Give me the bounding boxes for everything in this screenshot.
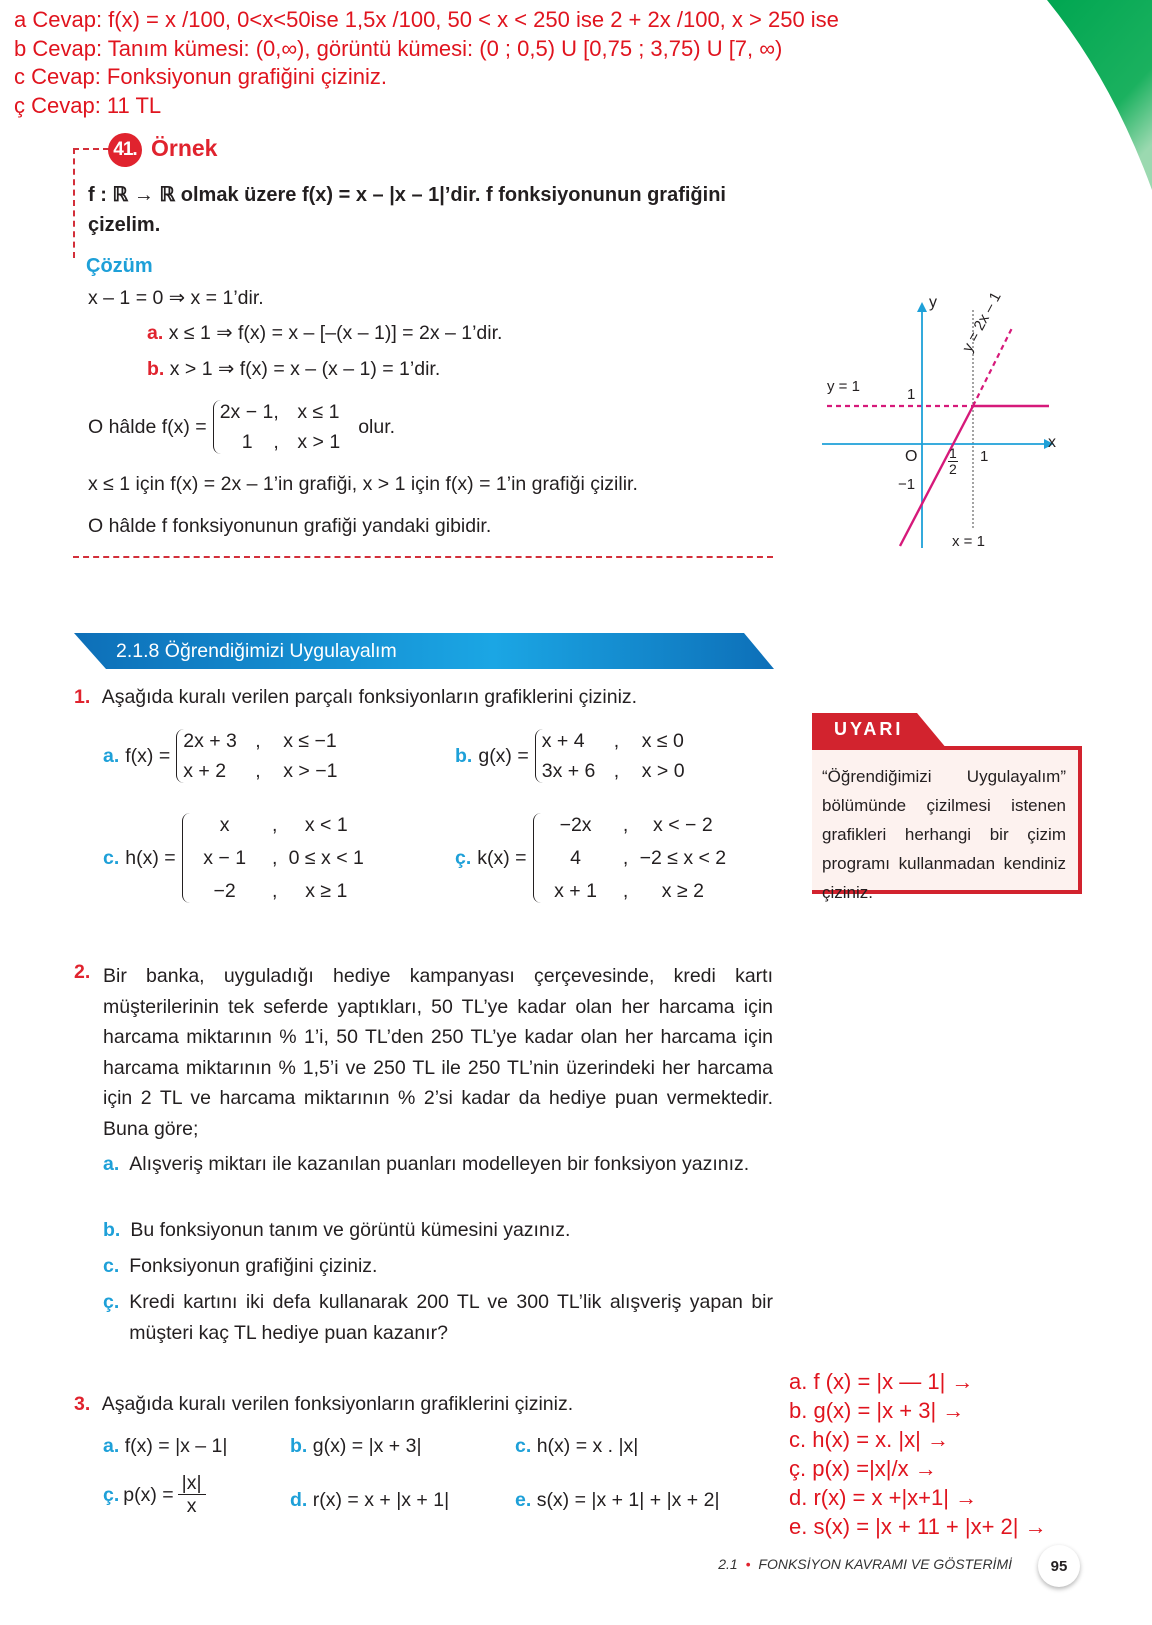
step-a-label: a. [147,322,164,344]
graph-explanation: x ≤ 1 için f(x) = 2x – 1’in grafiği, x > 1 için f(x) = 1’in grafiği çizilir. [88,473,638,495]
pw-cond: x ≥ 1 [305,880,348,902]
item-expr: r(x) = x + |x + 1| [312,1489,450,1511]
q2-number: 2. [74,961,91,983]
origin-label: O [905,448,918,465]
fraction-num: |x| [178,1472,206,1495]
pw-cond: x ≥ 2 [661,880,704,902]
q3-number: 3. [74,1393,91,1415]
item-text: Fonksiyonun grafiğini çiziniz. [129,1255,378,1277]
q2-item-c [103,1251,773,1282]
q1-text: Aşağıda kuralı verilen parçalı fonksiyonların grafiklerini çiziniz. [101,686,638,708]
example-number-badge: 41. [108,133,142,167]
piecewise-brace [213,400,341,454]
q3-item-e [515,1488,720,1512]
pw-sep: , [613,730,620,752]
vline-label: x = 1 [952,533,985,550]
q2-item-cc [103,1287,773,1348]
q3-answer-e: e. s(x) = |x + 11 + |x+ 2| → [789,1514,1047,1539]
item-label: c. [103,847,120,869]
item-label: a. [103,745,120,767]
graph-svg [822,298,1062,553]
pw-expr: −2x [559,814,592,836]
q1-header [74,685,637,709]
pw-cond: x > −1 [283,760,338,782]
step-b-label: b. [147,358,165,380]
pw-cond: x > 0 [641,760,685,782]
q3-item-c [515,1434,638,1458]
pw-sep: , [255,730,261,752]
q3-text: Aşağıda kuralı verilen fonksiyonların grafiklerini çiziniz. [101,1393,574,1415]
warning-text: “Öğrendiğimizi Uygulayalım” bölümünde çizilmesi istenen grafikleri herhangi bir çizim programı kullanmadan kendiniz çiziniz. [822,767,1066,902]
pw-cond: −2 ≤ x < 2 [639,847,727,869]
tick-half [948,446,958,477]
q3-item-cc [103,1472,206,1518]
step-a-text: x ≤ 1 ⇒ f(x) = x – [–(x – 1)] = 2x – 1’dir. [168,322,503,344]
example-question-line2: çizelim. [88,214,161,236]
answer-b: b Cevap: Tanım kümesi: (0,∞), görüntü kümesi: (0 ; 0,5) U [0,75 ; 3,75) U [7, ∞) [14,35,783,61]
pw-expr: x [219,814,230,836]
item-text: Alışveriş miktarı ile kazanılan puanları modelleyen bir fonksiyon yazınız. [129,1153,750,1175]
pw-cond: x ≤ 1 [297,401,340,423]
func-name: k(x) = [477,847,527,869]
item-label: d. [290,1489,308,1511]
half-num: 1 [949,445,957,461]
piecewise-brace [535,729,685,783]
q3-answer-b: b. g(x) = |x + 3| → [789,1398,965,1423]
solution-step0: x – 1 = 0 ⇒ x = 1’dir. [88,287,264,309]
q3-answer-a: a. f (x) = |x — 1| → [789,1369,974,1394]
pw-sep: , [271,814,278,836]
footer-title: FONKSİYON KAVRAMI VE GÖSTERİMİ [758,1556,1012,1572]
page-number: 95 [1038,1545,1080,1587]
pw-expr: x + 1 [554,880,597,902]
example-frame-top [73,148,109,150]
q2-item-a [103,1149,773,1180]
ohalde-prefix: O hâlde f(x) = [88,416,207,438]
pw-sep: , [273,431,279,453]
q3-answer-cc: ç. p(x) =|x|/x → [789,1456,937,1481]
func-name: g(x) = [478,745,529,767]
item-label: b. [455,745,473,767]
step-b-text: x > 1 ⇒ f(x) = x – (x – 1) = 1’dir. [169,358,441,380]
pw-expr: x + 2 [183,760,227,782]
footer-bullet: • [745,1556,751,1572]
tick-y1: 1 [907,386,916,403]
solution-title: Çözüm [86,255,153,277]
pw-expr: −2 [213,880,236,902]
top-answers [14,6,839,120]
item-expr-prefix: p(x) = [123,1483,174,1506]
tick-x1: 1 [980,448,989,465]
y1-label: y = 1 [827,378,860,395]
piecewise-result [88,400,395,454]
example-title: Örnek [151,135,218,161]
footer-chapter [718,1556,1012,1572]
pw-expr: 3x + 6 [541,760,596,782]
example-separator [73,556,773,558]
pw-cond: x < − 2 [653,814,713,836]
piecewise-brace [182,813,364,903]
pw-sep: , [622,814,629,836]
answer-c: c Cevap: Fonksiyonun grafiğini çiziniz. [14,64,387,89]
q1-item-a [103,729,337,783]
item-text: Bu fonksiyonun tanım ve görüntü kümesini yazınız. [130,1219,571,1241]
footer-section: 2.1 [718,1556,738,1572]
item-expr: h(x) = x . |x| [536,1435,639,1457]
pw-expr: 2x − 1 [219,401,274,423]
item-label: e. [515,1489,532,1511]
fraction [178,1472,206,1518]
q3-answers [789,1367,1047,1541]
solution-step-b [147,357,440,381]
item-expr: s(x) = |x + 1| + |x + 2| [536,1489,720,1511]
pw-sep: , [255,760,261,782]
q2-item-b [103,1215,773,1246]
corner-decoration [942,0,1152,200]
section-title: 2.1.8 Öğrendiğimizi Uygulayalım [116,640,397,662]
item-label: a. [103,1153,120,1175]
q1-number: 1. [74,686,91,708]
item-label: c. [103,1255,120,1277]
pw-sep: , [613,760,620,782]
q1-item-c [103,813,364,903]
func-name: f(x) = [125,745,171,767]
fraction-den: x [186,1495,197,1518]
q3-answer-d: d. r(x) = x +|x+1| → [789,1485,978,1510]
item-label: c. [515,1435,532,1457]
q3-item-a [103,1434,227,1458]
func-name: h(x) = [125,847,176,869]
example-frame-left [73,148,75,258]
item-label: ç. [455,847,472,869]
function-graph [822,289,1062,553]
pw-expr: 2x + 3 [183,730,237,752]
pw-cond: x > 1 [297,431,341,453]
pw-cond: x ≤ 0 [641,730,684,752]
q1-item-cc [455,813,726,903]
item-label: a. [103,1435,120,1457]
q3-item-d [290,1488,449,1512]
x-axis-label: x [1048,434,1056,451]
pw-expr: 4 [570,847,581,869]
pw-cond: x ≤ −1 [283,730,337,752]
pw-expr: 1 [241,431,253,453]
pw-sep: , [271,880,278,902]
q3-item-b [290,1434,422,1458]
item-label: ç. [103,1291,120,1313]
pw-cond: x < 1 [304,814,348,836]
pw-cond: 0 ≤ x < 1 [288,847,364,869]
pw-sep: , [273,401,279,423]
tick-minus1: −1 [898,476,916,493]
q2-text: Bir banka, uyguladığı hediye kampanyası çerçevesinde, kredi kartı müşterilerinin tek seferde yaptıkları, 50 TL’ye kadar olan her harcama için harcama miktarının % 1’i, 50 TL’den 250 TL’ye kadar olan her harcama için harcama miktarının % 1,5’i ve 250 TL ile 250 TL’nin üzerindeki her harcama için 2 TL ve harcama miktarının % 2’si kadar da hediye puan vermektedir. Buna göre; [103,965,773,1140]
pw-expr: x + 4 [541,730,585,752]
q3-header [74,1392,573,1416]
answer-cc: ç Cevap: 11 TL [14,92,162,118]
pw-expr: x − 1 [203,847,247,869]
half-den: 2 [949,461,957,477]
q1-item-b [455,729,685,783]
graph-conclusion: O hâlde f fonksiyonunun grafiği yandaki gibidir. [88,515,492,537]
warning-line [812,746,1082,750]
piecewise-brace [176,729,337,783]
solution-step-a [147,321,502,345]
item-label: b. [103,1219,121,1241]
line-label: y = 2x – 1 [958,289,1005,355]
q3-answer-c: c. h(x) = x. |x| → [789,1427,949,1452]
item-text: Kredi kartını iki defa kullanarak 200 TL ve 300 TL’lik alışveriş yapan bir müşteri kaç TL hediye puan kazanır? [129,1291,773,1344]
olur: olur. [358,416,396,438]
item-expr: f(x) = |x – 1| [124,1435,228,1457]
y-axis-label: y [929,294,937,311]
pw-sep: , [622,880,629,902]
warning-title: UYARI [834,719,904,739]
example-question-line1: f : ℝ → ℝ olmak üzere f(x) = x – |x – 1|’dir. f fonksiyonunun grafiğini [88,184,726,206]
item-label: b. [290,1435,308,1457]
piecewise-brace [533,813,727,903]
pw-sep: , [622,847,629,869]
pw-sep: , [271,847,278,869]
answer-a: a Cevap: f(x) = x /100, 0<x<50ise 1,5x /100, 50 < x < 250 ise 2 + 2x /100, x > 250 ise [14,7,839,32]
item-expr: g(x) = |x + 3| [312,1435,422,1457]
item-label: ç. [103,1483,120,1506]
